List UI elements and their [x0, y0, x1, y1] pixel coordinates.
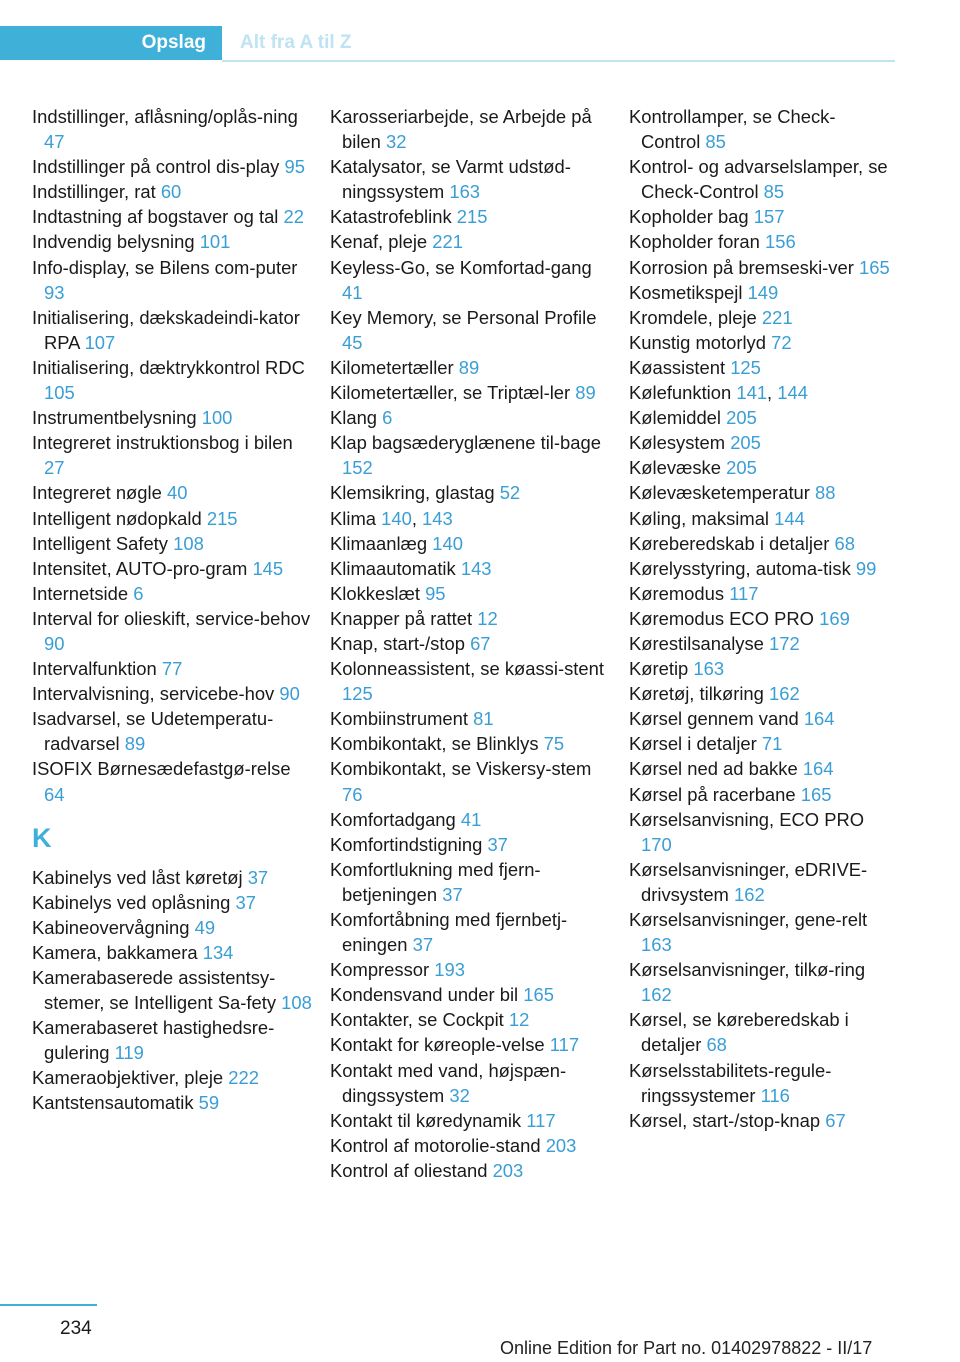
index-entry [32, 355, 312, 405]
index-term: Kamerabaserede assistentsy-stemer, se Intelligent Sa-fety [32, 967, 277, 1014]
page-link[interactable]: 32 [385, 131, 407, 153]
index-entry [330, 531, 610, 556]
page-link[interactable]: 144 [777, 382, 808, 404]
page-link[interactable]: 89 [575, 382, 596, 404]
index-term: Katastrofeblink [330, 206, 452, 228]
index-term: Initialisering, dæktrykkontrol RDC [32, 356, 305, 378]
index-entry [629, 1058, 891, 1108]
page-link[interactable]: 108 [281, 992, 312, 1014]
index-entry [32, 940, 312, 965]
page-link[interactable]: 89 [458, 356, 480, 378]
index-term: Kosmetikspejl [629, 281, 743, 303]
index-entry [32, 681, 312, 706]
page-link[interactable]: 116 [760, 1084, 790, 1106]
page-header [0, 26, 895, 62]
page-link[interactable]: 163 [449, 181, 481, 203]
index-entry [629, 1007, 891, 1057]
page-link[interactable]: 81 [473, 708, 494, 730]
page-link[interactable]: 221 [432, 231, 463, 253]
page-link[interactable]: 205 [726, 457, 757, 479]
index-term: Køassistent [629, 356, 726, 378]
index-term: Køremodus [629, 582, 725, 604]
index-term: Klang [330, 407, 378, 429]
footer-divider [0, 1304, 97, 1306]
index-entry [629, 255, 891, 280]
index-entry [330, 154, 610, 204]
index-term: Korrosion på bremseski-ver [629, 256, 854, 278]
index-term: Klimaanlæg [330, 532, 428, 554]
index-term: Kolonneassistent, se køassi-stent [330, 658, 604, 680]
index-term: Kontrol af motorolie-stand [330, 1134, 541, 1156]
index-term: Kantstensautomatik [32, 1092, 194, 1114]
index-entry [629, 531, 891, 556]
index-entry [32, 581, 312, 606]
page-link[interactable]: 105 [44, 382, 75, 404]
page-link[interactable]: 164 [802, 758, 834, 780]
page-link[interactable]: 215 [206, 507, 238, 529]
index-entry [32, 556, 312, 581]
index-entry [330, 631, 610, 656]
index-entry [330, 1032, 610, 1057]
header-section-tab[interactable] [0, 26, 222, 60]
index-entry [32, 1015, 312, 1065]
page-link[interactable]: 141 [736, 382, 768, 404]
index-entry [330, 430, 610, 480]
index-term: Kørestilsanalyse [629, 632, 764, 654]
index-entry [32, 506, 312, 531]
page-link[interactable]: 117 [729, 582, 759, 604]
page-link[interactable]: 85 [763, 181, 785, 203]
index-term: Kørsel i detaljer [629, 733, 757, 755]
page-link[interactable]: 134 [202, 941, 234, 963]
index-entry [330, 731, 610, 756]
page-link[interactable]: 88 [815, 482, 836, 504]
index-entry [330, 405, 610, 430]
index-term: Kølesystem [629, 432, 726, 454]
index-entry [629, 506, 891, 531]
index-entry [629, 405, 891, 430]
page-link[interactable]: 140 [432, 532, 463, 554]
page-link[interactable]: 140 [381, 507, 412, 529]
index-term: Kombiinstrument [330, 708, 468, 730]
index-term: Komfortadgang [330, 808, 456, 830]
index-term: Kondensvand under bil [330, 984, 519, 1006]
index-term: Klima [330, 507, 376, 529]
index-term: Indtastning af bogstaver og tal [32, 206, 279, 228]
page-link[interactable]: 101 [199, 231, 231, 253]
index-entry [629, 280, 891, 305]
page-link[interactable]: 125 [342, 683, 373, 705]
index-term: Kontakt for køreople-velse [330, 1034, 545, 1056]
index-term: Internetside [32, 582, 129, 604]
index-entry [32, 154, 312, 179]
index-entry [32, 1090, 312, 1115]
index-entry [629, 857, 891, 907]
index-entry [32, 229, 312, 254]
index-entry [32, 706, 312, 756]
index-entry [32, 255, 312, 305]
index-entry [330, 957, 610, 982]
index-term: Kabineovervågning [32, 916, 190, 938]
index-term: Interval for olieskift, service-behov [32, 607, 311, 629]
header-section-label: Opslag [141, 32, 206, 53]
index-entry [330, 229, 610, 254]
page-link[interactable]: 205 [726, 407, 757, 429]
page-link[interactable]: 215 [456, 206, 488, 228]
page-link[interactable]: 49 [194, 916, 216, 938]
index-term: Indstillinger, aflåsning/oplås-ning [32, 106, 298, 127]
index-term: Integreret instruktionsbog i bilen [32, 432, 293, 454]
index-entry [32, 656, 312, 681]
page-link[interactable]: 12 [508, 1009, 530, 1031]
index-entry [330, 204, 610, 229]
index-term: Intelligent Safety [32, 532, 168, 554]
page-link[interactable]: 203 [545, 1134, 577, 1156]
index-entry [629, 631, 891, 656]
index-term: Klap bagsæderyglænene til-bage [330, 432, 601, 454]
page-link[interactable]: 125 [730, 356, 761, 378]
index-entry [629, 581, 891, 606]
index-term: Kontakt med vand, højspæn-dingssystem [330, 1059, 567, 1106]
header-subsection-label: Alt fra A til Z [240, 32, 352, 53]
index-entry [330, 255, 610, 305]
page-link[interactable]: 41 [460, 808, 482, 830]
page-link[interactable]: 164 [803, 708, 835, 730]
index-entry [330, 656, 610, 706]
page-link[interactable]: 149 [747, 281, 779, 303]
page-link[interactable]: 12 [477, 607, 498, 629]
index-term: Knapper på rattet [330, 607, 473, 629]
index-entry [629, 731, 891, 756]
index-entry [32, 915, 312, 940]
index-entry [629, 480, 891, 505]
page-link[interactable]: 27 [44, 457, 65, 479]
index-term: Isadvarsel, se Udetemperatu-radvarsel [32, 708, 274, 755]
page-number: 234 [60, 1318, 92, 1339]
page-link[interactable]: 165 [858, 256, 890, 278]
index-term: Kølevæske [629, 457, 721, 479]
page-link[interactable]: 64 [44, 783, 65, 805]
index-entry [330, 1133, 610, 1158]
index-entry [330, 1108, 610, 1133]
page-link[interactable]: 221 [761, 306, 793, 328]
index-term: Intervalvisning, servicebe-hov [32, 683, 275, 705]
index-term: Klimaautomatik [330, 557, 456, 579]
index-term: Indstillinger på control dis-play [32, 156, 280, 178]
index-entry [330, 756, 610, 806]
index-term: Kunstig motorlyd [629, 331, 766, 353]
index-term: Kørselsanvisninger, eDRIVE-drivsystem [629, 858, 868, 905]
index-term: Kontrol af oliestand [330, 1159, 488, 1181]
page-link[interactable]: 71 [761, 733, 783, 755]
index-term: Kørsel ned ad bakke [629, 758, 798, 780]
page-link[interactable]: 157 [753, 206, 785, 228]
page-link[interactable]: 165 [800, 783, 832, 805]
index-entry [330, 832, 610, 857]
page-link[interactable]: 6 [382, 407, 393, 429]
index-entry [330, 907, 610, 957]
index-term: ISOFIX Børnesædefastgø-relse [32, 758, 291, 780]
index-term: Intervalfunktion [32, 658, 157, 680]
page-link[interactable]: 163 [641, 934, 672, 956]
page-link[interactable]: 117 [526, 1109, 556, 1131]
header-divider [222, 60, 895, 62]
index-term: Instrumentbelysning [32, 407, 197, 429]
index-term: Køretøj, tilkøring [629, 683, 764, 705]
page-link[interactable]: 143 [422, 507, 453, 529]
page-link[interactable]: 41 [342, 281, 363, 303]
index-entry [629, 355, 891, 380]
index-entry [629, 807, 891, 857]
index-entry [629, 656, 891, 681]
index-entry [32, 1065, 312, 1090]
index-entry [32, 965, 312, 1015]
index-entry [330, 104, 610, 154]
index-term: Intensitet, AUTO-pro-gram [32, 557, 248, 579]
page-link[interactable]: 32 [449, 1084, 470, 1106]
page-link[interactable]: 165 [523, 984, 554, 1006]
index-term: Indstillinger, rat [32, 181, 156, 203]
index-term: Key Memory, se Personal Profile [330, 306, 597, 328]
index-entry [330, 706, 610, 731]
index-entry [629, 330, 891, 355]
page-link[interactable]: 152 [342, 457, 373, 479]
index-entry [32, 606, 312, 656]
index-term: Køretip [629, 658, 689, 680]
index-entry [32, 531, 312, 556]
page-link[interactable]: 222 [228, 1067, 259, 1089]
index-entry [629, 204, 891, 229]
index-term: Integreret nøgle [32, 482, 162, 504]
index-entry [330, 807, 610, 832]
index-term: Knap, start-/stop [330, 632, 465, 654]
index-entry [330, 1058, 610, 1108]
index-entry [629, 104, 891, 154]
page-link[interactable]: 67 [825, 1109, 846, 1131]
page-link[interactable]: 108 [173, 532, 204, 554]
index-term: Komfortlukning med fjern-betjeningen [330, 858, 541, 905]
index-entry [32, 305, 312, 355]
index-entry [330, 1007, 610, 1032]
page-link[interactable]: 205 [730, 432, 761, 454]
index-term: Kørselsanvisning, ECO PRO [629, 808, 865, 830]
index-term: Katalysator, se Varmt udstød-ningssystem [330, 156, 571, 203]
index-entry [32, 890, 312, 915]
index-entry [32, 756, 312, 806]
page-link[interactable]: 68 [834, 532, 855, 554]
edition-note: Online Edition for Part no. 01402978822 - II/17 [500, 1338, 873, 1358]
page-link[interactable]: 72 [771, 331, 792, 353]
index-term: Kromdele, pleje [629, 306, 757, 328]
index-term: Intelligent nødopkald [32, 507, 202, 529]
index-term: Kørsel, se køreberedskab i detaljer [629, 1009, 849, 1056]
page-link[interactable]: 162 [641, 984, 672, 1006]
index-term: Kamera, bakkamera [32, 941, 198, 963]
index-term: Kamerabaseret hastighedsre-gulering [32, 1017, 275, 1064]
page-link[interactable]: 93 [44, 281, 65, 303]
page-link[interactable]: 45 [342, 331, 363, 353]
page-link[interactable]: 119 [114, 1042, 144, 1064]
page-link[interactable]: 162 [769, 683, 800, 705]
page-link[interactable]: 60 [160, 181, 182, 203]
index-term: Kølevæsketemperatur [629, 482, 810, 504]
index-term: Kørselsstabilitets-regule-ringssystemer [629, 1059, 832, 1106]
page-link[interactable]: 22 [283, 206, 304, 228]
index-entry [629, 430, 891, 455]
index-term: Kontrol- og advarselslamper, se Check-Control [629, 156, 888, 203]
index-term: Kenaf, pleje [330, 231, 428, 253]
index-entry [32, 480, 312, 505]
index-term: Kølefunktion [629, 382, 732, 404]
index-entry [32, 179, 312, 204]
page-link[interactable]: 90 [279, 683, 300, 705]
index-term: Keyless-Go, se Komfortad-gang [330, 256, 592, 278]
page-link[interactable]: 37 [442, 883, 463, 905]
index-term: Klokkeslæt [330, 582, 420, 604]
index-term: Kombikontakt, se Viskersy-stem [330, 758, 592, 780]
index-entry: Klima 140, 143 [330, 507, 453, 529]
index-entry [330, 380, 610, 405]
page-link[interactable]: 156 [765, 231, 796, 253]
index-column-3 [629, 104, 891, 1133]
index-entry [32, 104, 312, 154]
index-column-2 [330, 104, 610, 1183]
index-term: Kørsel på racerbane [629, 783, 796, 805]
page-link[interactable]: 172 [769, 632, 800, 654]
page-link[interactable]: 143 [460, 557, 492, 579]
index-entry [629, 455, 891, 480]
index-entry [629, 556, 891, 581]
page-link[interactable]: 37 [487, 833, 508, 855]
index-column-1 [32, 104, 312, 1116]
index-entry [629, 681, 891, 706]
index-term: Kombikontakt, se Blinklys [330, 733, 539, 755]
index-entry [330, 857, 610, 907]
page-link[interactable]: 75 [543, 733, 565, 755]
index-entry [629, 706, 891, 731]
index-entry [629, 907, 891, 957]
page-link[interactable]: 117 [549, 1034, 580, 1056]
page-link[interactable]: 47 [44, 131, 65, 153]
page-link[interactable]: 68 [706, 1034, 727, 1056]
index-entry [32, 430, 312, 480]
index-entry [330, 355, 610, 380]
index-entry: Kølefunktion 141, 144 [629, 382, 808, 404]
index-term: Køling, maksimal [629, 507, 770, 529]
index-term: Kørselsanvisninger, gene-relt [629, 909, 868, 930]
index-term: Kontakter, se Cockpit [330, 1009, 504, 1031]
page-link[interactable]: 100 [201, 407, 233, 429]
index-term: Kilometertæller [330, 356, 454, 378]
header-subsection-tab[interactable] [222, 26, 895, 60]
page-link[interactable]: 52 [499, 482, 521, 504]
page-link[interactable]: 169 [819, 607, 850, 629]
index-entry [629, 606, 891, 631]
page-link[interactable]: 107 [84, 331, 116, 353]
index-term: Kameraobjektiver, pleje [32, 1067, 224, 1089]
page-link[interactable]: 85 [705, 131, 726, 153]
index-term: Klemsikring, glastag [330, 482, 495, 504]
page-link[interactable]: 162 [734, 883, 765, 905]
index-entry [330, 556, 610, 581]
index-entry [330, 1158, 610, 1183]
index-entry [32, 405, 312, 430]
index-term: Kabinelys ved oplåsning [32, 891, 231, 913]
index-term: Kompressor [330, 959, 430, 981]
page-link[interactable]: 193 [434, 959, 465, 981]
page-link[interactable]: 90 [44, 632, 65, 654]
index-entry [629, 229, 891, 254]
page-link[interactable]: 145 [252, 557, 284, 579]
page-link[interactable]: 99 [855, 557, 877, 579]
page-link[interactable]: 37 [412, 934, 434, 956]
index-term: Kontrollamper, se Check-Control [629, 106, 836, 153]
index-term: Initialisering, dækskadeindi-kator RPA [32, 306, 300, 353]
index-term: Kopholder bag [629, 206, 749, 228]
page-link[interactable]: 6 [133, 582, 144, 604]
index-term: Kontakt til køredynamik [330, 1109, 522, 1131]
page-link[interactable]: 163 [693, 658, 725, 680]
index-entry [330, 581, 610, 606]
index-term: Kørsel gennem vand [629, 708, 799, 730]
page-link[interactable]: 76 [342, 783, 363, 805]
index-term: Kabinelys ved låst køretøj [32, 866, 243, 888]
index-term: Kørsel, start-/stop-knap [629, 1109, 821, 1131]
index-term: Komfortindstigning [330, 833, 483, 855]
index-term: Kørelysstyring, automa-tisk [629, 557, 851, 579]
index-term: Indvendig belysning [32, 231, 195, 253]
index-entry [330, 982, 610, 1007]
section-letter-heading: K [32, 822, 52, 853]
index-entry [32, 865, 312, 890]
page-link[interactable]: 77 [161, 658, 183, 680]
index-entry [629, 305, 891, 330]
page-link[interactable]: 89 [124, 733, 146, 755]
index-entry [32, 204, 312, 229]
page-link[interactable]: 95 [425, 582, 446, 604]
index-term: Kørselsanvisninger, tilkø-ring [629, 959, 866, 981]
page-link[interactable]: 37 [247, 866, 269, 888]
index-term: Komfortåbning med fjernbetj-eningen [330, 909, 568, 956]
page-link[interactable]: 203 [492, 1159, 524, 1181]
page-link[interactable]: 59 [198, 1092, 220, 1114]
index-entry [330, 480, 610, 505]
index-entry [629, 1108, 891, 1133]
index-term: Kølemiddel [629, 407, 721, 429]
index-term: Kilometertæller, se Triptæl-ler [330, 382, 571, 404]
index-entry [629, 756, 891, 781]
page-link[interactable]: 170 [641, 833, 672, 855]
page-link[interactable]: 95 [284, 156, 305, 178]
index-entry [629, 957, 891, 1007]
page-link[interactable]: 37 [235, 891, 256, 913]
index-term: Køremodus ECO PRO [629, 607, 814, 629]
page-link[interactable]: 67 [470, 632, 491, 654]
index-term: Køreberedskab i detaljer [629, 532, 830, 554]
index-term: Kopholder foran [629, 231, 760, 253]
index-entry [330, 305, 610, 355]
index-entry [330, 606, 610, 631]
page-link[interactable]: 40 [166, 482, 188, 504]
index-entry [629, 154, 891, 204]
index-term: Karosseriarbejde, se Arbejde på bilen [330, 106, 592, 153]
page-link[interactable]: 144 [774, 507, 805, 529]
index-term: Info-display, se Bilens com-puter [32, 256, 298, 278]
index-entry [629, 782, 891, 807]
